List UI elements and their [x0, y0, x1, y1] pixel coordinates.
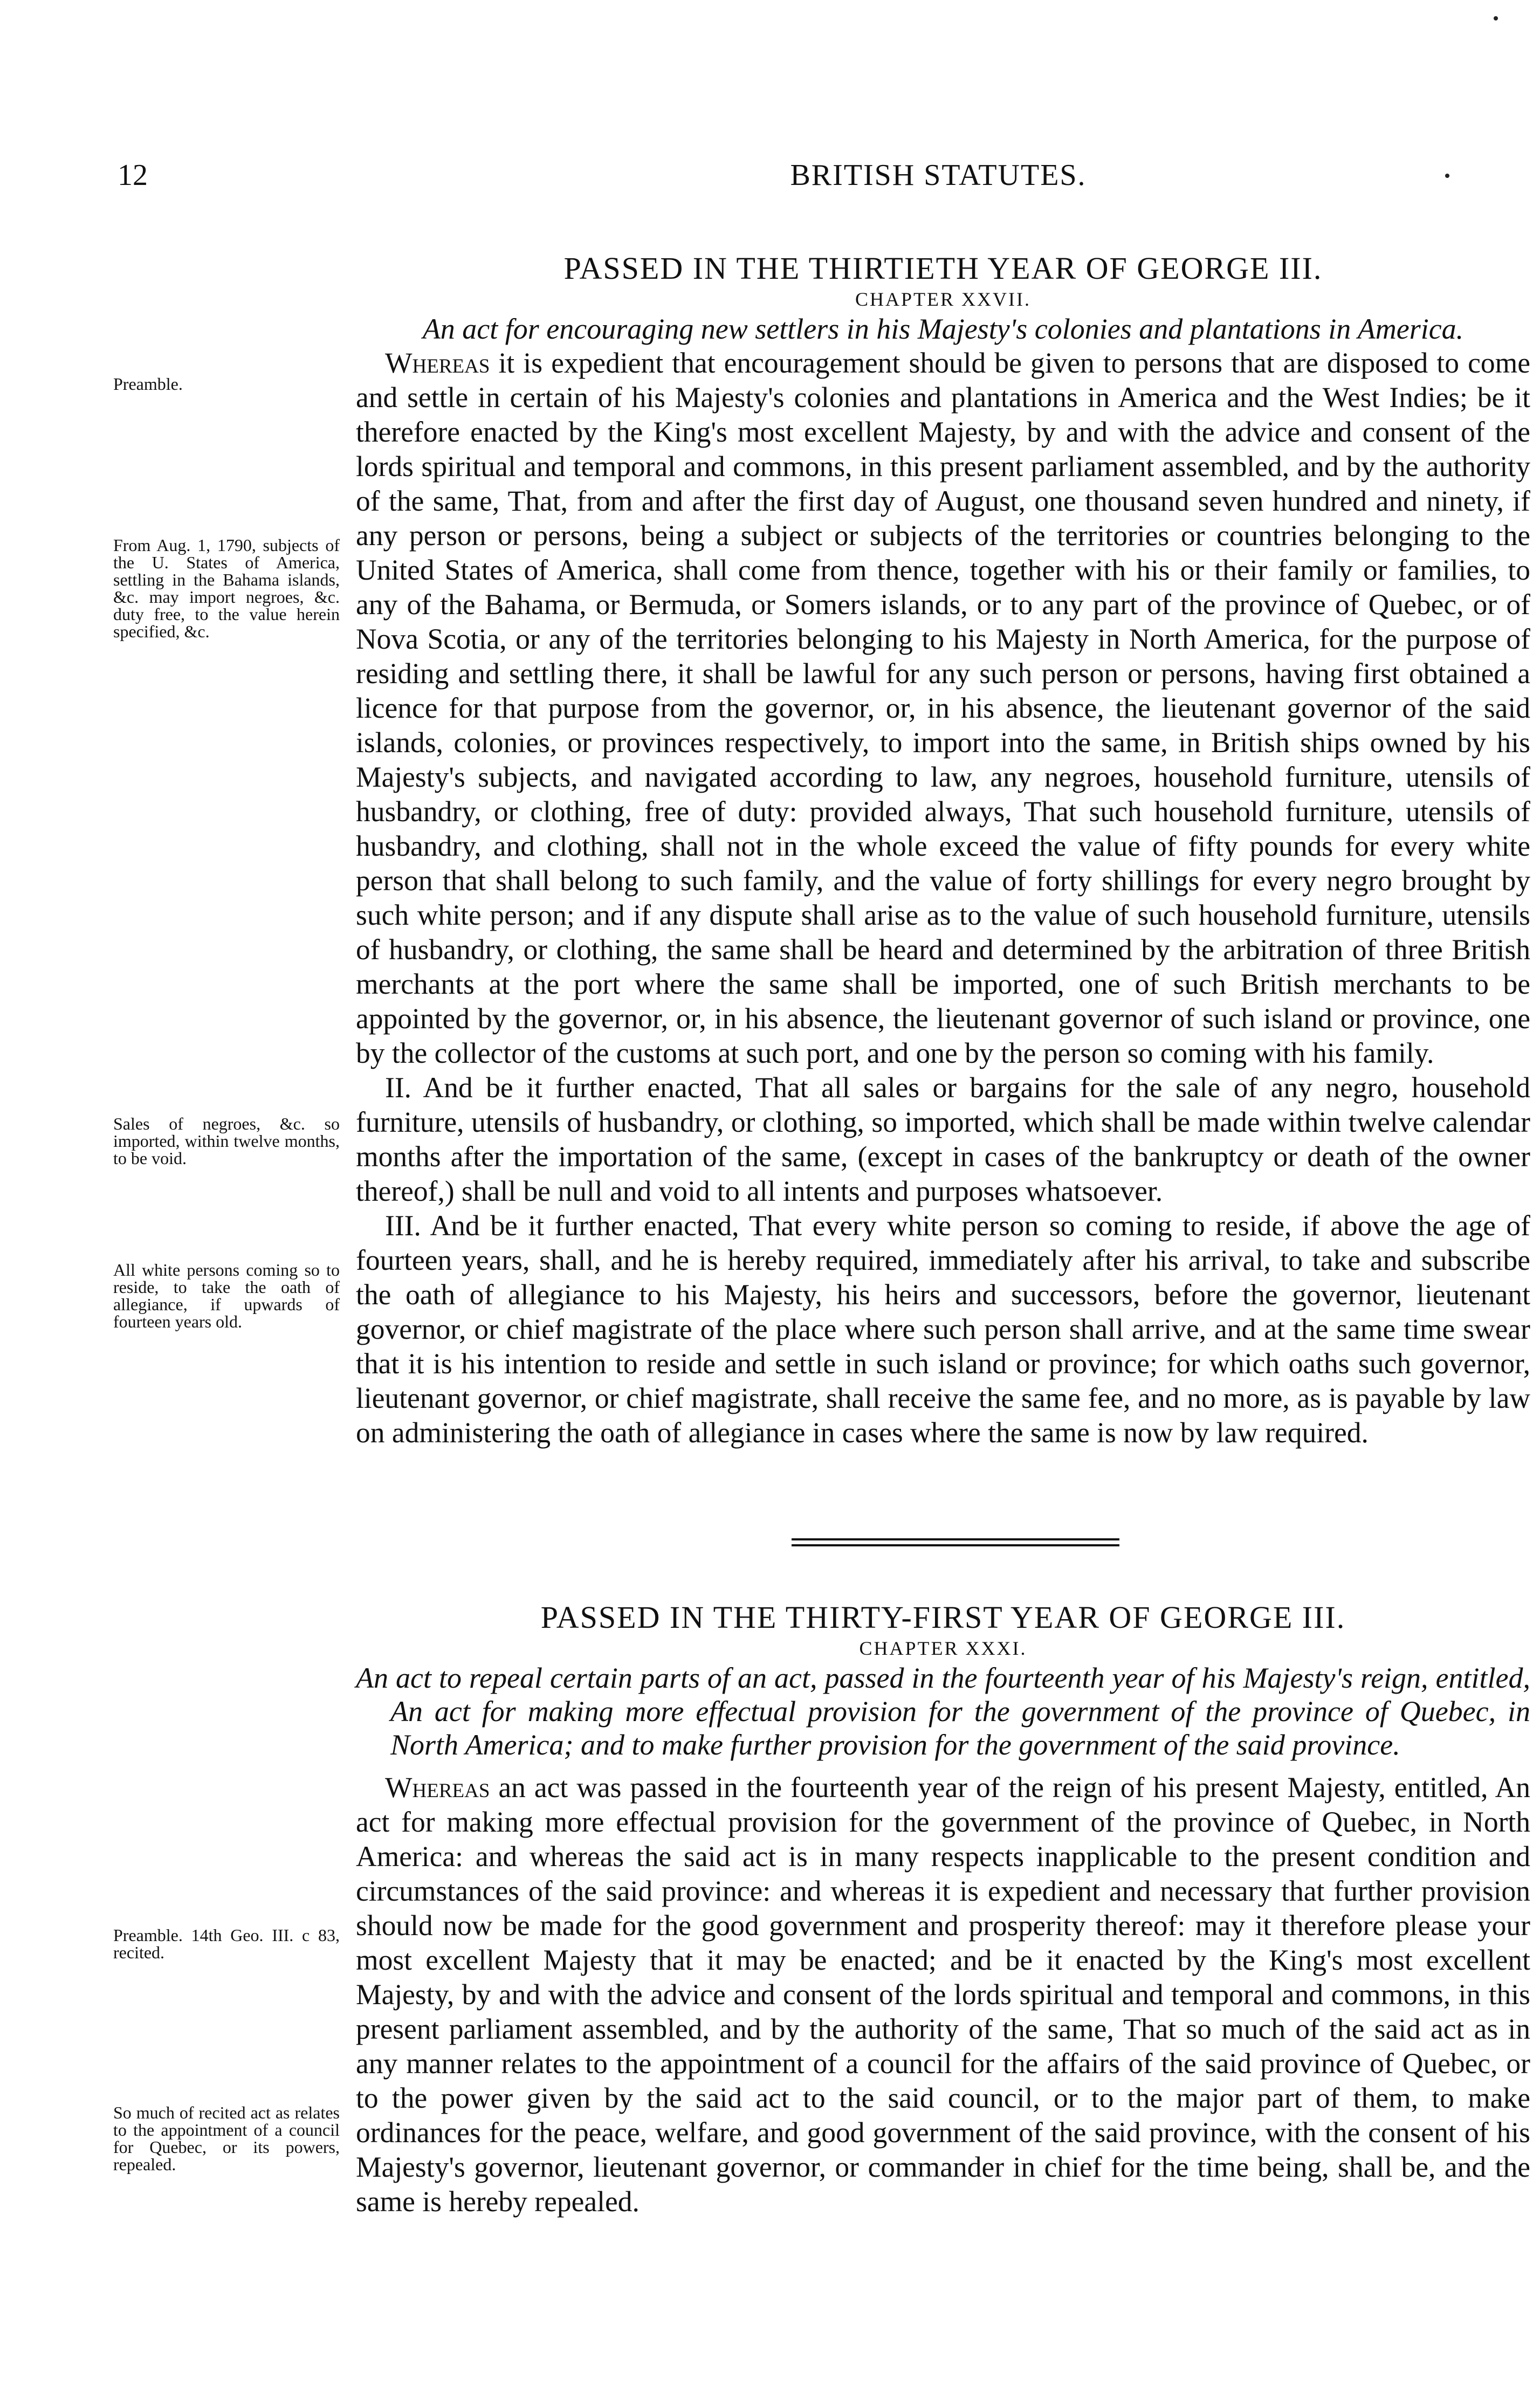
whereas-lead: Whereas [385, 1771, 490, 1804]
preamble-paragraph [356, 346, 1530, 1070]
statute-section-31-geo-iii [356, 1600, 1530, 2219]
section-iii-paragraph [356, 1208, 1530, 1450]
margin-note-oath-of-allegiance: All white persons coming so to reside, to take the oath of allegiance, if upwards of fourteen years old. [113, 1260, 340, 1331]
section-ii-paragraph [356, 1070, 1530, 1208]
print-speck [1494, 16, 1498, 20]
statute-section-30-geo-iii [356, 251, 1530, 1450]
chapter-number: CHAPTER XXXI. [859, 1638, 1027, 1659]
section-heading: PASSED IN THE THIRTY-FIRST YEAR OF GEORGE III. [540, 1600, 1346, 1635]
separator-rule-bottom [792, 1544, 1119, 1546]
act-body [356, 1770, 1530, 2219]
act-body [356, 346, 1530, 1450]
chapter-number: CHAPTER XXVII. [855, 288, 1031, 310]
paragraph-text: II. And be it further enacted, That all sales or bargains for the sale of any negro, household furniture, utensils of husbandry, or clothing, so imported, which shall be made within twelve calendar months after the importation of the same, (except in cases of the bankruptcy or death of the owner thereof,) shall be null and void to all intents and purposes whatsoever. [356, 1071, 1530, 1207]
separator-rule-top [792, 1538, 1119, 1540]
section-heading: PASSED IN THE THIRTIETH YEAR OF GEORGE III. [563, 251, 1323, 286]
paragraph-text: an act was passed in the fourteenth year of the reign of his present Majesty, entitled, An act for making more effectual provision for the government of the province of Quebec, in North America: and whereas the said act is in many respects inapplicable to the present condition and circumstances of the said province: and whereas it is expedient and necessary that further provision should now be made for the good government and prosperity thereof: may it therefore please your most excellent Majesty that it may be enacted; and be it enacted by the King's most excellent Majesty, by and with the advice and consent of the lords spiritual and temporal and commons, in this present parliament assembled, and by the authority of the same, That so much of the said act as in any manner relates to the appointment of a council for the affairs of the said province of Quebec, or to the power given by the said act to the said council, or to the major part of them, to make ordinances for the peace, welfare, and good government of the said province, with the consent of his Majesty's governor, lieutenant governor, or commander in chief for the time being, shall be, and the same is hereby repealed. [356, 1771, 1530, 2218]
preamble-paragraph [356, 1770, 1530, 2219]
page-number: 12 [118, 159, 148, 192]
margin-note-council-repealed: So much of recited act as relates to the appointment of a council for Quebec, or its powers, repealed. [113, 2103, 340, 2174]
print-speck [1445, 174, 1449, 178]
margin-note-sales-void: Sales of negroes, &c. so imported, within twelve months, to be void. [113, 1114, 340, 1168]
margin-note-preamble: Preamble. [113, 374, 183, 394]
paragraph-text: it is expedient that encouragement should be given to persons that are disposed to come and settle in certain of his Majesty's colonies and plantations in America and the West Indies; be it therefore enacted by the King's most excellent Majesty, by and with the advice and consent of the lords spiritual and temporal and commons, in this present parliament assembled, and by the authority of the same, That, from and after the first day of August, one thousand seven hundred and ninety, if any person or persons, being a subject or subjects of the territories or countries belonging to the United States of America, shall come from thence, together with his or their family or families, to any of the Bahama, or Bermuda, or Somers islands, or to any part of the province of Quebec, or of Nova Scotia, or any of the territories belonging to his Majesty in North America, for the purpose of residing and settling there, it shall be lawful for any such person or persons, having first obtained a licence for that purpose from the governor, or, in his absence, the lieutenant governor of the said islands, colonies, or provinces respectively, to import into the same, in British ships owned by his Majesty's subjects, and navigated according to law, any negroes, household furniture, utensils of husbandry, or clothing, free of duty: provided always, That such household furniture, utensils of husbandry, and clothing, shall not in the whole exceed the value of fifty pounds for every white person that shall belong to such family, and the value of forty shillings for every negro brought by such white person; and if any dispute shall arise as to the value of such household furniture, utensils of husbandry, or clothing, the same shall be heard and determined by the arbitration of three British merchants at the port where the same shall be imported, one of such British merchants to be appointed by the governor, or, in his absence, the lieutenant governor of such island or province, one by the collector of the customs at such port, and one by the person so coming with his family. [356, 347, 1530, 1069]
act-title: An act for encouraging new settlers in his Majesty's colonies and plantations in America. [422, 313, 1464, 345]
running-head: BRITISH STATUTES. [790, 159, 1087, 192]
margin-note-preamble-recited: Preamble. 14th Geo. III. c 83, recited. [113, 1925, 340, 1962]
act-title: An act to repeal certain parts of an act, passed in the fourteenth year of his Majesty's reign, entitled, An act for making more effectual provision for the government of the province of Quebec, in North America; and to make further provision for the government of the said province. [356, 1662, 1530, 1761]
whereas-lead: Whereas [385, 347, 490, 379]
margin-note-import-duty-free: From Aug. 1, 1790, subjects of the U. States of America, settling in the Bahama islands, &c. may import negroes, &c. duty free, to the value herein specified, &c. [113, 535, 340, 641]
paragraph-text: III. And be it further enacted, That every white person so coming to reside, if above the age of fourteen years, shall, and he is hereby required, immediately after his arrival, to take and subscribe the oath of allegiance to his Majesty, his heirs and successors, before the governor, lieutenant governor, or chief magistrate of the place where such person shall arrive, and at the same time swear that it is his intention to reside and settle in such island or province; for which oaths such governor, lieutenant governor, or chief magistrate, shall receive the same fee, and no more, as is payable by law on administering the oath of allegiance in cases where the same is now by law required. [356, 1209, 1530, 1449]
